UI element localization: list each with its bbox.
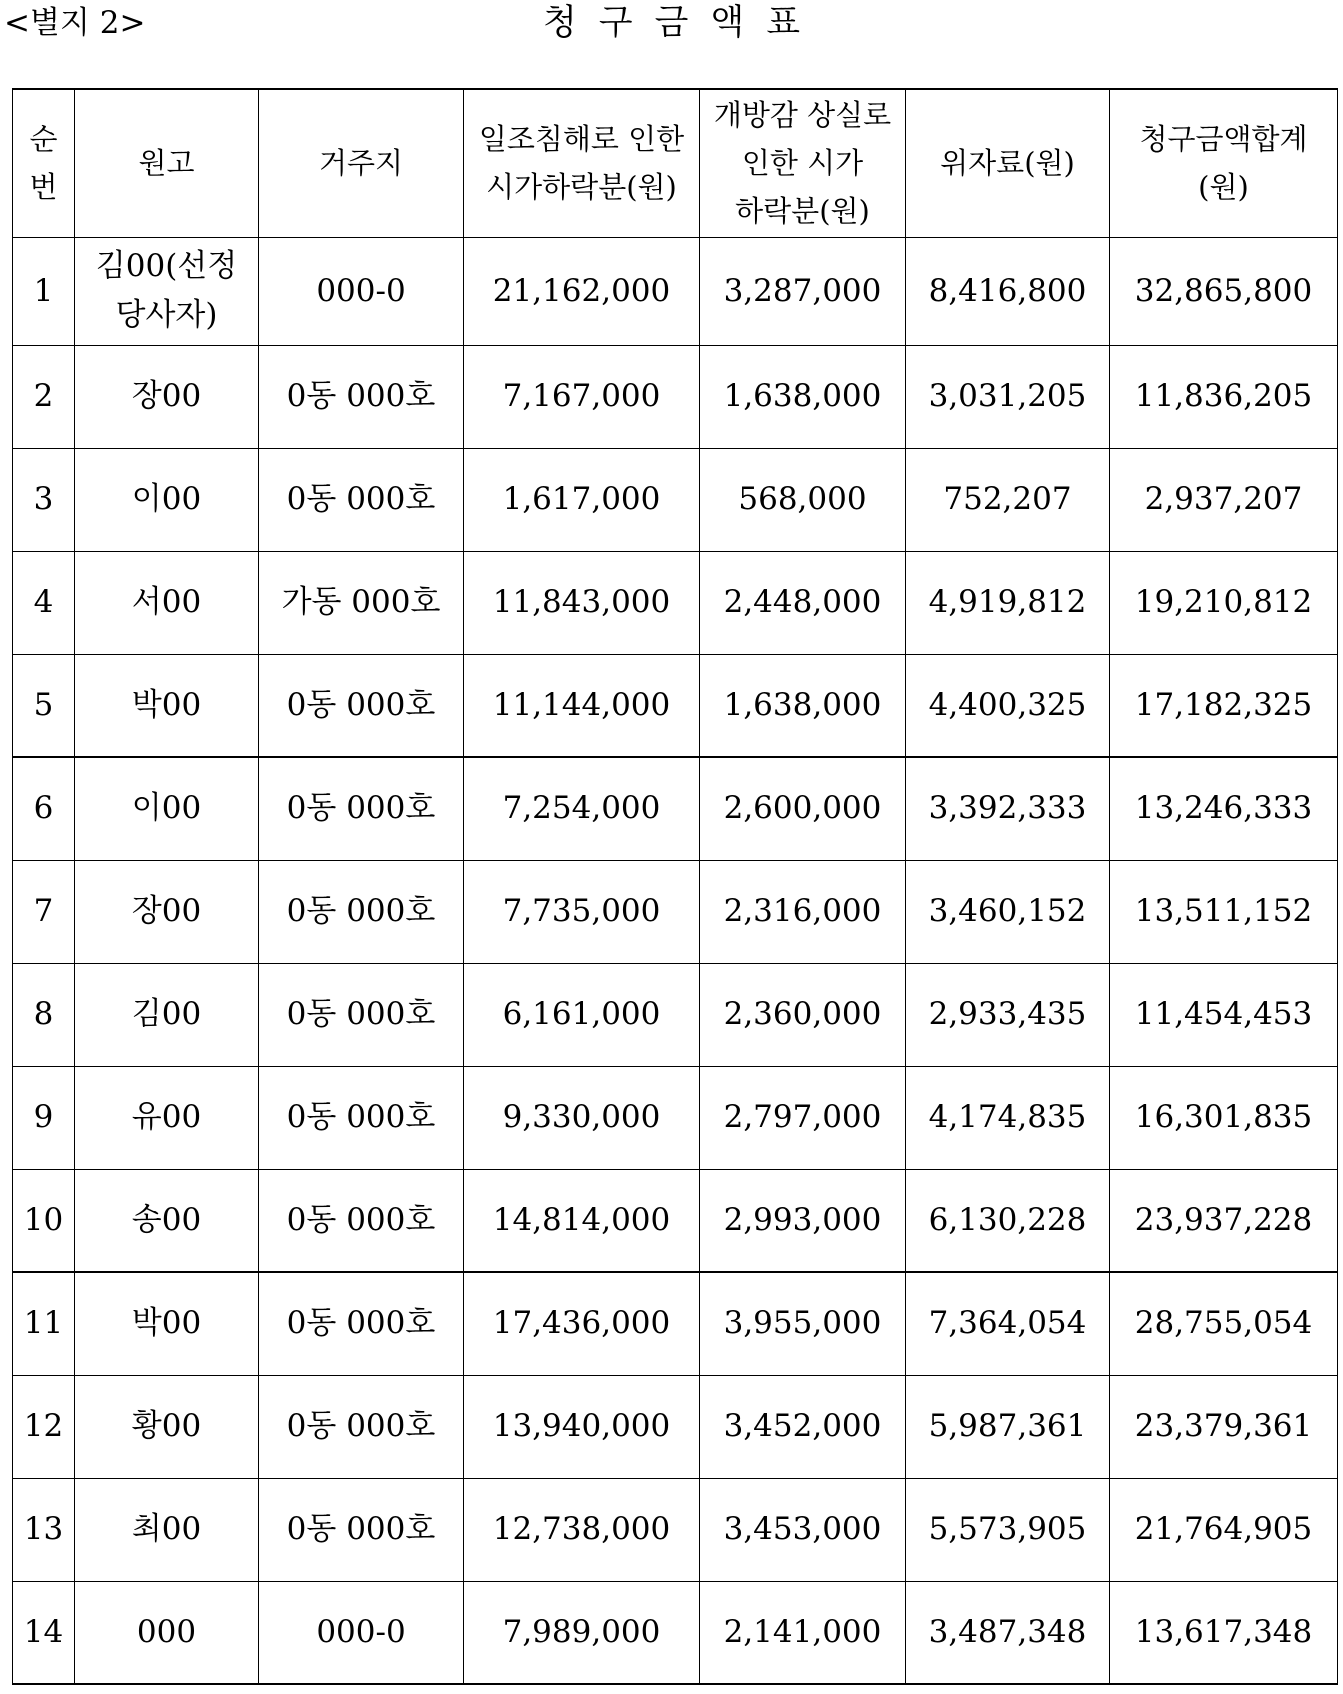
cell-consolation: 4,174,835 <box>906 1066 1110 1169</box>
cell-sunlight-loss: 14,814,000 <box>464 1169 700 1272</box>
cell-address: 0동 000호 <box>259 1169 464 1272</box>
table-row <box>13 1375 1338 1478</box>
table-row <box>13 448 1338 551</box>
cell-total: 16,301,835 <box>1110 1066 1338 1169</box>
cell-sunlight-loss: 1,617,000 <box>464 448 700 551</box>
cell-consolation: 7,364,054 <box>906 1272 1110 1375</box>
cell-address: 0동 000호 <box>259 654 464 757</box>
cell-plaintiff: 이00 <box>75 448 259 551</box>
cell-no: 10 <box>13 1169 75 1272</box>
cell-no: 5 <box>13 654 75 757</box>
cell-plaintiff: 최00 <box>75 1478 259 1581</box>
cell-total: 23,379,361 <box>1110 1375 1338 1478</box>
cell-consolation: 3,392,333 <box>906 757 1110 860</box>
cell-plaintiff: 장00 <box>75 860 259 963</box>
header-consolation: 위자료(원) <box>906 89 1110 237</box>
cell-total: 13,246,333 <box>1110 757 1338 860</box>
cell-total: 17,182,325 <box>1110 654 1338 757</box>
cell-address: 0동 000호 <box>259 345 464 448</box>
cell-no: 9 <box>13 1066 75 1169</box>
cell-total: 21,764,905 <box>1110 1478 1338 1581</box>
header-plaintiff: 원고 <box>75 89 259 237</box>
cell-no: 6 <box>13 757 75 860</box>
cell-no: 14 <box>13 1581 75 1684</box>
table-header-row <box>13 89 1338 237</box>
cell-openness-loss: 2,316,000 <box>700 860 906 963</box>
cell-no: 4 <box>13 551 75 654</box>
cell-address: 000-0 <box>259 237 464 345</box>
cell-no: 3 <box>13 448 75 551</box>
cell-sunlight-loss: 6,161,000 <box>464 963 700 1066</box>
cell-openness-loss: 2,797,000 <box>700 1066 906 1169</box>
cell-sunlight-loss: 7,254,000 <box>464 757 700 860</box>
cell-sunlight-loss: 21,162,000 <box>464 237 700 345</box>
table-row <box>13 1581 1338 1684</box>
cell-plaintiff: 황00 <box>75 1375 259 1478</box>
cell-plaintiff: 김00(선정 당사자) <box>75 237 259 345</box>
cell-consolation: 3,487,348 <box>906 1581 1110 1684</box>
cell-no: 13 <box>13 1478 75 1581</box>
cell-total: 28,755,054 <box>1110 1272 1338 1375</box>
cell-total: 13,617,348 <box>1110 1581 1338 1684</box>
cell-no: 8 <box>13 963 75 1066</box>
cell-total: 2,937,207 <box>1110 448 1338 551</box>
cell-openness-loss: 568,000 <box>700 448 906 551</box>
cell-sunlight-loss: 11,843,000 <box>464 551 700 654</box>
cell-openness-loss: 3,287,000 <box>700 237 906 345</box>
cell-plaintiff: 장00 <box>75 345 259 448</box>
cell-consolation: 5,987,361 <box>906 1375 1110 1478</box>
cell-no: 7 <box>13 860 75 963</box>
header-total: 청구금액합계 (원) <box>1110 89 1338 237</box>
table-row <box>13 237 1338 345</box>
cell-total: 23,937,228 <box>1110 1169 1338 1272</box>
header-sunlight-loss: 일조침해로 인한 시가하락분(원) <box>464 89 700 237</box>
cell-plaintiff: 박00 <box>75 1272 259 1375</box>
cell-consolation: 2,933,435 <box>906 963 1110 1066</box>
cell-sunlight-loss: 12,738,000 <box>464 1478 700 1581</box>
cell-address: 가동 000호 <box>259 551 464 654</box>
cell-address: 0동 000호 <box>259 1066 464 1169</box>
table-row <box>13 345 1338 448</box>
cell-no: 1 <box>13 237 75 345</box>
cell-total: 32,865,800 <box>1110 237 1338 345</box>
table-row <box>13 1478 1338 1581</box>
cell-plaintiff: 이00 <box>75 757 259 860</box>
cell-consolation: 4,919,812 <box>906 551 1110 654</box>
table-row <box>13 963 1338 1066</box>
header-address: 거주지 <box>259 89 464 237</box>
cell-no: 12 <box>13 1375 75 1478</box>
cell-openness-loss: 2,360,000 <box>700 963 906 1066</box>
cell-no: 11 <box>13 1272 75 1375</box>
cell-sunlight-loss: 11,144,000 <box>464 654 700 757</box>
attachment-label: <별지 2> <box>4 5 146 41</box>
cell-openness-loss: 2,448,000 <box>700 551 906 654</box>
cell-sunlight-loss: 9,330,000 <box>464 1066 700 1169</box>
cell-consolation: 8,416,800 <box>906 237 1110 345</box>
cell-openness-loss: 2,600,000 <box>700 757 906 860</box>
cell-plaintiff: 유00 <box>75 1066 259 1169</box>
header-openness-loss: 개방감 상실로 인한 시가 하락분(원) <box>700 89 906 237</box>
table-row <box>13 1169 1338 1272</box>
cell-sunlight-loss: 17,436,000 <box>464 1272 700 1375</box>
cell-consolation: 3,460,152 <box>906 860 1110 963</box>
cell-address: 0동 000호 <box>259 963 464 1066</box>
cell-sunlight-loss: 7,167,000 <box>464 345 700 448</box>
cell-plaintiff: 서00 <box>75 551 259 654</box>
cell-total: 13,511,152 <box>1110 860 1338 963</box>
cell-address: 0동 000호 <box>259 448 464 551</box>
cell-openness-loss: 2,993,000 <box>700 1169 906 1272</box>
cell-address: 0동 000호 <box>259 1375 464 1478</box>
cell-plaintiff: 송00 <box>75 1169 259 1272</box>
table-row <box>13 551 1338 654</box>
cell-consolation: 5,573,905 <box>906 1478 1110 1581</box>
table-row <box>13 757 1338 860</box>
cell-openness-loss: 1,638,000 <box>700 345 906 448</box>
table-row <box>13 654 1338 757</box>
document-title: 청구금액표 <box>542 3 823 43</box>
cell-address: 0동 000호 <box>259 860 464 963</box>
table-row <box>13 860 1338 963</box>
cell-no: 2 <box>13 345 75 448</box>
cell-openness-loss: 3,955,000 <box>700 1272 906 1375</box>
cell-sunlight-loss: 13,940,000 <box>464 1375 700 1478</box>
cell-plaintiff: 박00 <box>75 654 259 757</box>
cell-openness-loss: 2,141,000 <box>700 1581 906 1684</box>
cell-openness-loss: 3,453,000 <box>700 1478 906 1581</box>
cell-plaintiff: 김00 <box>75 963 259 1066</box>
cell-address: 0동 000호 <box>259 1272 464 1375</box>
cell-consolation: 6,130,228 <box>906 1169 1110 1272</box>
cell-consolation: 752,207 <box>906 448 1110 551</box>
cell-sunlight-loss: 7,989,000 <box>464 1581 700 1684</box>
table-row <box>13 1272 1338 1375</box>
header-no: 순 번 <box>13 89 75 237</box>
cell-address: 0동 000호 <box>259 757 464 860</box>
claim-amount-table <box>12 88 1338 1685</box>
cell-openness-loss: 3,452,000 <box>700 1375 906 1478</box>
cell-sunlight-loss: 7,735,000 <box>464 860 700 963</box>
cell-total: 11,454,453 <box>1110 963 1338 1066</box>
table-row <box>13 1066 1338 1169</box>
cell-consolation: 3,031,205 <box>906 345 1110 448</box>
cell-total: 19,210,812 <box>1110 551 1338 654</box>
cell-consolation: 4,400,325 <box>906 654 1110 757</box>
cell-address: 0동 000호 <box>259 1478 464 1581</box>
cell-total: 11,836,205 <box>1110 345 1338 448</box>
cell-plaintiff: 000 <box>75 1581 259 1684</box>
cell-address: 000-0 <box>259 1581 464 1684</box>
cell-openness-loss: 1,638,000 <box>700 654 906 757</box>
